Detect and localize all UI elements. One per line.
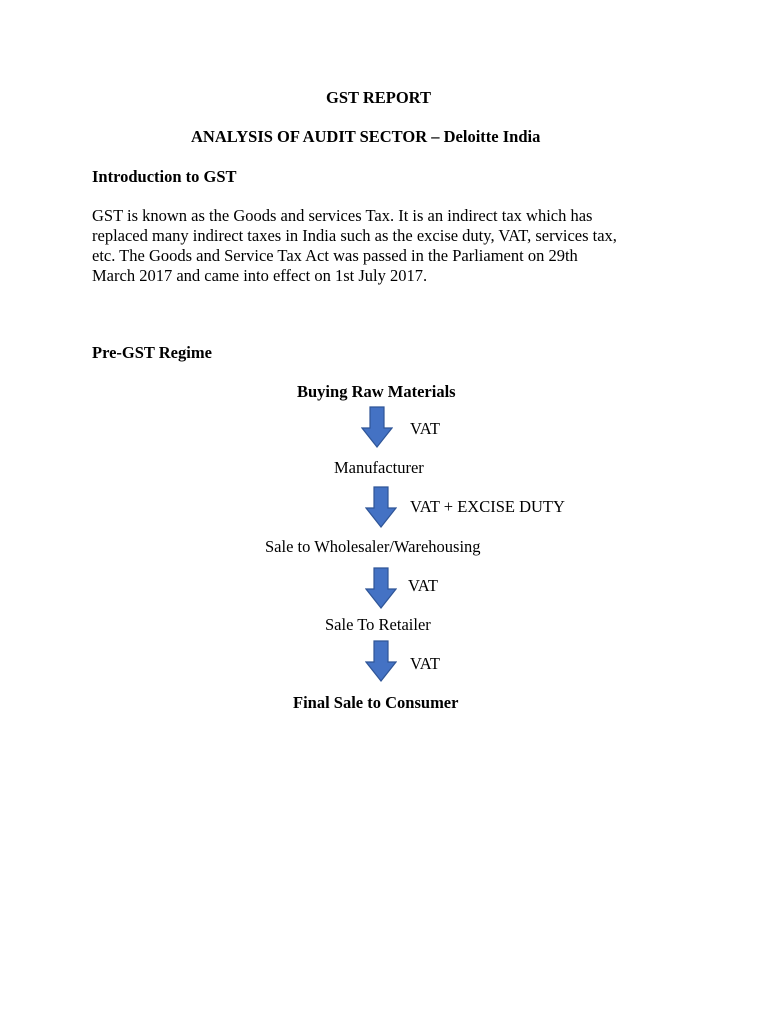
tax-label-vat: VAT <box>410 654 440 673</box>
tax-label-vat-excise: VAT + EXCISE DUTY <box>410 497 565 516</box>
intro-line: etc. The Goods and Service Tax Act was passed in the Parliament on 29th <box>92 246 578 265</box>
stage-final-consumer: Final Sale to Consumer <box>293 693 459 712</box>
intro-line: GST is known as the Goods and services Tax. It is an indirect tax which has <box>92 206 593 225</box>
intro-heading: Introduction to GST <box>92 167 237 186</box>
report-subtitle: ANALYSIS OF AUDIT SECTOR – Deloitte India <box>191 127 541 146</box>
intro-line: replaced many indirect taxes in India such as the excise duty, VAT, services tax, <box>92 226 617 245</box>
down-arrow-icon <box>361 406 393 448</box>
intro-paragraph <box>92 206 692 286</box>
report-title: GST REPORT <box>326 88 432 107</box>
stage-buying-raw-materials: Buying Raw Materials <box>297 382 456 401</box>
tax-label-vat: VAT <box>410 419 440 438</box>
tax-label-vat: VAT <box>408 576 438 595</box>
intro-line: March 2017 and came into effect on 1st July 2017. <box>92 266 428 285</box>
down-arrow-icon <box>365 640 397 682</box>
stage-manufacturer: Manufacturer <box>334 458 424 477</box>
stage-wholesaler: Sale to Wholesaler/Warehousing <box>265 537 481 556</box>
pre-gst-heading: Pre-GST Regime <box>92 343 212 362</box>
stage-retailer: Sale To Retailer <box>325 615 431 634</box>
down-arrow-icon <box>365 486 397 528</box>
down-arrow-icon <box>365 567 397 609</box>
